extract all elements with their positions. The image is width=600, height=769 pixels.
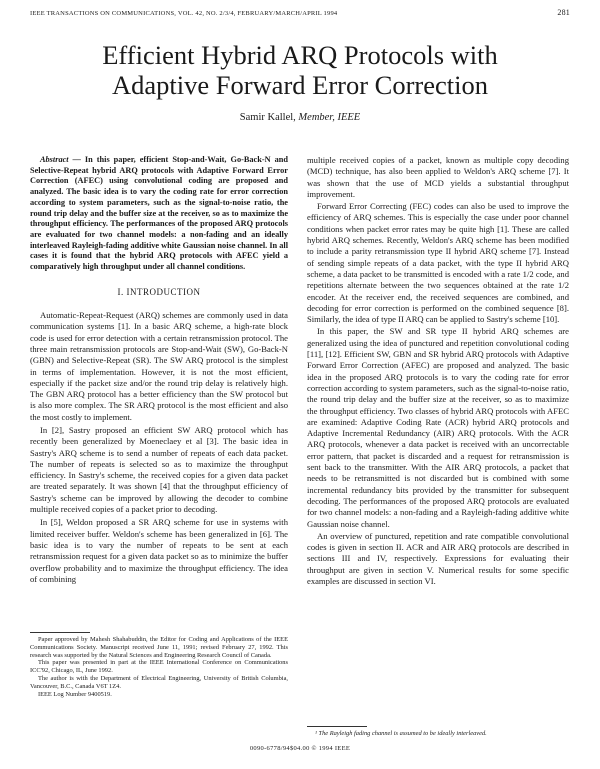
abstract-label: Abstract —: [40, 155, 81, 164]
right-column: [307, 155, 569, 588]
journal-header: IEEE TRANSACTIONS ON COMMUNICATIONS, VOL. 42, NO. 2/3/4, FEBRUARY/MARCH/APRIL 1994: [30, 10, 338, 17]
running-header: [30, 8, 570, 20]
right-footnote: ¹ The Rayleigh fading channel is assumed to be ideally interleaved.: [315, 730, 487, 737]
right-paragraph-3: In this paper, the SW and SR type II hybrid ARQ schemes are generalized using the idea of punctured and repetition convolutional coding [11], [12]. Efficient SW, GBN and SR hybrid ARQ protocols with Adaptive Forward Error Correction (AFEC) are proposed and analyzed. The basic idea in the proposed ARQ protocols is to vary the coding rate for error correction according to system parameters, such as the signal-to-noise ratio, the round trip delay and the buffer size at the receiver, so as to maximize the throughput efficiency. Two classes of hybrid ARQ protocols with AFEC are examined: Adaptive Coding Rate (ACR) hybrid ARQ protocols and Adaptive Incremental Redundancy (AIR) ARQ protocols. With the ACR ARQ protocols, whenever a data packet is received with an uncorrectable error pattern, that packet is discarded and a request for retransmission is sent back to the transmitter. With the AIR ARQ protocols, a packet that needs to be retransmitted is not discarded but is combined with some incremental redundancy bits provided by the transmitter for subsequent decoding. The performances of the proposed ARQ protocols are evaluated for two channel models: a non-fading and a Rayleigh-fading additive white Gaussian noise channel.: [307, 326, 569, 529]
abstract-text: In this paper, efficient Stop-and-Wait, Go-Back-N and Selective-Repeat hybrid ARQ protocols with Adaptive Forward Error Correction (AFEC) using convolutional coding are proposed and analyzed. The basic idea is to vary the coding rate for error correction according to system parameters, such as the signal-to-noise ratio, the round trip delay and the buffer size at the receiver, so as to maximize the throughput efficiency. The performances of the proposed ARQ protocols are evaluated for two channel models: a non-fading and an ideally interleaved Rayleigh-fading additive white Gaussian noise channel. In all cases it is found that the hybrid ARQ protocols with AFEC yield a comparatively high throughput under all channel conditions.: [30, 155, 288, 272]
footnote-2: This paper was presented in part at the IEEE International Conference on Communications ICC'92, Chicago, IL, June 1992.: [30, 659, 288, 675]
right-paragraph-1: multiple received copies of a packet, known as multiple copy decoding (MCD) technique, has also been applied to Weldon's ARQ scheme [7]. It was shown that the use of MCD yields a substantial throughput improvement.: [307, 155, 569, 199]
right-footnote-rule: [307, 726, 367, 727]
footnote-3: The author is with the Department of Electrical Engineering, University of British Columbia, Vancouver, B.C., Canada V6T 1Z4.: [30, 674, 288, 690]
left-column: [30, 155, 288, 587]
section-heading-introduction: I. INTRODUCTION: [117, 286, 201, 297]
paper-title: [0, 40, 600, 100]
author-membership: Member, IEEE: [298, 112, 361, 123]
page-number: 281: [557, 8, 570, 17]
right-footnote-block: [307, 726, 569, 738]
footnote-4: IEEE Log Number 9400519.: [38, 690, 112, 698]
copyright-line: 0090-6778/94$04.00 © 1994 IEEE: [249, 745, 351, 752]
title-line-2: Adaptive Forward Error Correction: [111, 70, 489, 100]
footnotes: [30, 632, 288, 698]
footnote-1: Paper approved by Mahesh Shahabuddin, the Editor for Coding and Applications of the IEEE Communications Society. Manuscript received June 11, 1991; revised February 27, 1992. This research was supported by the Natural Sciences and Engineering Research Council of Canada.: [30, 636, 288, 659]
intro-paragraph-1: Automatic-Repeat-Request (ARQ) schemes are commonly used in data communication systems [1]. In a basic ARQ scheme, a high-rate block code is used for error detection with a certain retransmission protocol. The three main retransmission protocols are Stop-and-Wait (SW), Go-Back-N (GBN) and Selective-Repeat (SR). The SW ARQ protocol is the simplest in terms of implementation. However, it is not the most efficient, especially if the packet size and/or the round trip delay is relatively high. The GBN ARQ protocol has a better efficiency than the SW protocol but is also more complex. The SR ARQ protocol is the most efficient and also the most costly to implement.: [30, 310, 288, 422]
author-line: [0, 112, 600, 123]
author-name: Samir Kallel,: [239, 112, 296, 123]
introduction-body: [30, 310, 288, 585]
intro-paragraph-3: In [5], Weldon proposed a SR ARQ scheme for use in systems with limited receiver buffer. Weldon's scheme has been generalized in [6]. The basic idea is to vary the number of repeats to be sent at each retransmission request for a given data packet so as to minimize the buffer overflow probability and to maximize the throughput efficiency. The idea of combining: [30, 517, 288, 584]
right-paragraph-2: Forward Error Correcting (FEC) codes can also be used to improve the efficiency of ARQ schemes. This is especially the case under poor channel conditions when packet error rates may be quite high [1]. These are called hybrid ARQ schemes. Recently, Weldon's ARQ scheme has been modified to include a parity retransmission type II hybrid ARQ scheme [7]. Instead of sending simple repeats of a data packet, with the type II hybrid ARQ scheme, a data packet to be transmitted is encoded with a rate 1/2 code, and repetitions alternate between the two sequences obtained at the rate 1/2 encoder. At the receiver end, the received sequences are combined, and decoding for error correction is performed on the combined sequence [8]. Similarly, the idea of type II ARQ can be applied to Sastry's scheme [10].: [307, 201, 569, 325]
intro-paragraph-2: In [2], Sastry proposed an efficient SW ARQ protocol which has recently been generalized by Moeneclaey et al [3]. The basic idea in Sastry's ARQ scheme is to send a number of repeats of each data packet. The number of repeats is selected so as to maximize the throughput efficiency. In Sastry's scheme, the received copies for a given data packet are treated separately. It was shown [4] that the throughput efficiency of Sastry's scheme can be improved by allowing the decoder to combine multiple received copies of a packet prior to decoding.: [30, 425, 288, 515]
footnote-rule: [30, 632, 90, 633]
title-line-1: Efficient Hybrid ARQ Protocols with: [102, 40, 498, 70]
right-paragraph-4: An overview of punctured, repetition and rate compatible convolutional codes is given in section II. ACR and AIR ARQ protocols are described in sections III and IV, respectively. Expressions for evaluating their throughput are given in section V. Numerical results for some specific examples are discussed in section VI.: [307, 530, 569, 586]
abstract: [30, 155, 288, 273]
